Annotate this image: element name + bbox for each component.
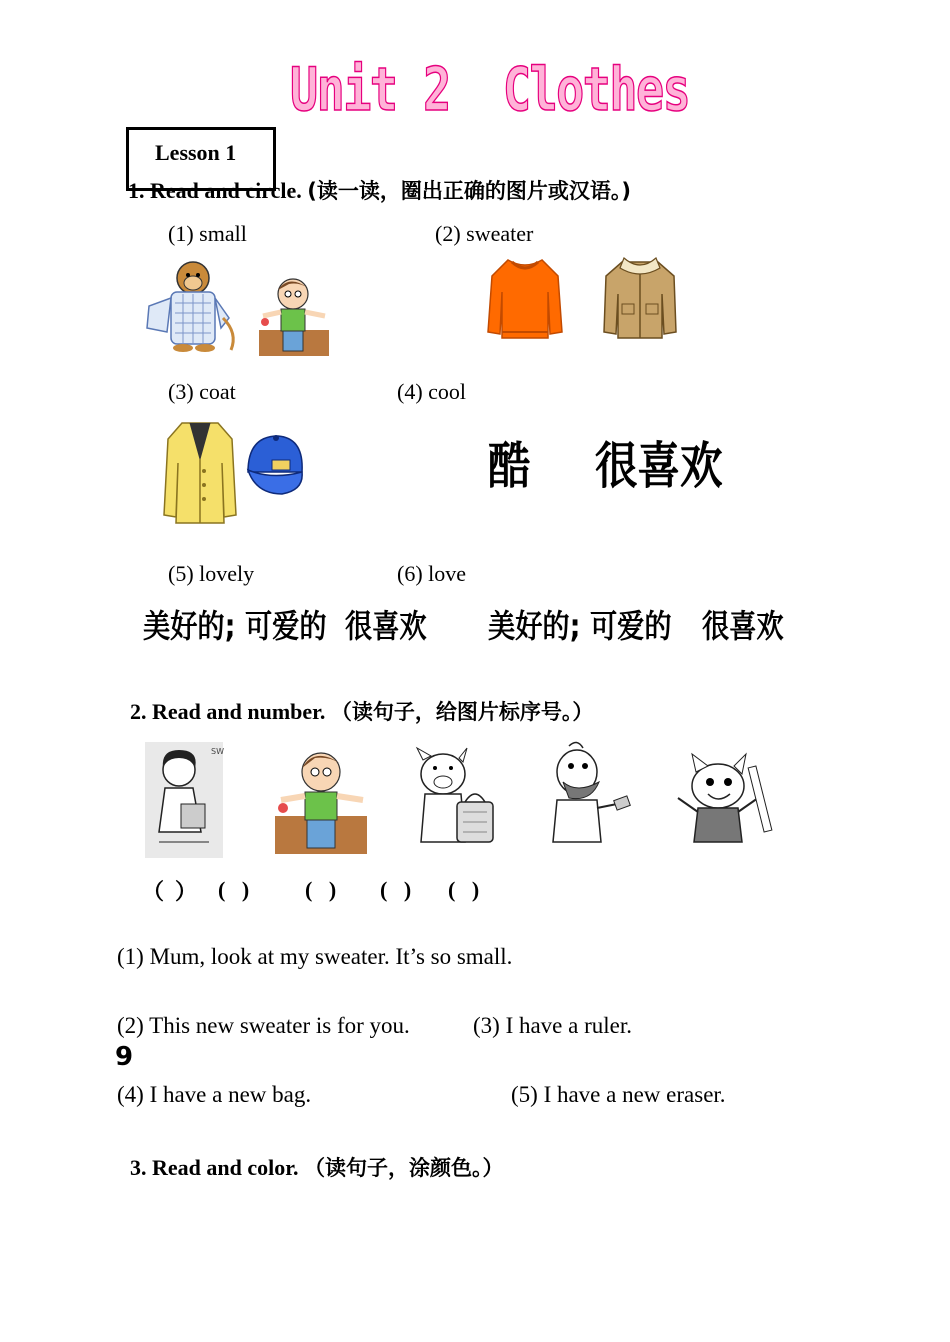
yellow-coat-picture[interactable] (162, 419, 238, 527)
section1-heading-cn: (读一读，圈出正确的图片或汉语。) (307, 179, 631, 203)
option-lovely-cn[interactable]: 美好的; 可爱的 (488, 607, 672, 645)
monkey-in-big-shirt-picture[interactable] (143, 258, 238, 353)
answer-blank-2[interactable]: ( ) (218, 877, 250, 902)
section3-heading-en: 3. Read and color. (130, 1155, 304, 1180)
sentence-5: (5) I have a new eraser. (511, 1082, 726, 1107)
section1-heading-en: 1. Read and circle. (128, 178, 308, 203)
section3-heading (130, 1152, 503, 1182)
option-cool-cn[interactable]: 酷 (488, 437, 531, 495)
cat-with-ruler-picture[interactable] (672, 752, 776, 844)
section2-heading-en: 2. Read and number. (130, 699, 331, 724)
page-title: Unit 2 Clothes (290, 55, 690, 125)
boy-sweater-picture[interactable] (275, 742, 367, 854)
item-6-label: (6) love (397, 561, 467, 586)
blue-cap-picture[interactable] (242, 432, 306, 498)
item-4-label: (4) cool (397, 379, 467, 404)
duck-with-eraser-picture[interactable] (539, 742, 635, 846)
section3-heading-cn: （读句子，涂颜色。） (303, 1156, 504, 1180)
pig-with-bag-picture[interactable] (407, 746, 499, 852)
answer-blank-1[interactable]: （ ） (142, 879, 198, 904)
sentence-3: (3) I have a ruler. (473, 1013, 633, 1038)
answer-blank-3[interactable]: ( ) (305, 877, 337, 902)
option-love-cn[interactable]: 很喜欢 (702, 607, 784, 645)
answer-blank-4[interactable]: ( ) (380, 877, 412, 902)
answer-blank-5[interactable]: ( ) (448, 877, 480, 902)
section1-heading (128, 175, 631, 205)
sentence-4: (4) I have a new bag. (117, 1082, 312, 1107)
svg-text:SW: SW (211, 747, 224, 756)
sentence-1: (1) Mum, look at my sweater. It’s so small. (117, 944, 513, 969)
item-1-label: (1) small (168, 221, 247, 246)
tan-jacket-picture[interactable] (602, 254, 678, 340)
item-5-label: (5) lovely (168, 561, 255, 586)
boy-picture[interactable] (259, 272, 329, 356)
page-number: 9 (115, 1042, 134, 1072)
item-2-label: (2) sweater (435, 221, 534, 246)
orange-sweater-picture[interactable] (486, 254, 564, 340)
option-love-cn[interactable]: 很喜欢 (595, 437, 723, 495)
option-lovely-cn[interactable]: 美好的; 可爱的 (143, 607, 327, 645)
section2-heading-cn: （读句子，给图片标序号。） (330, 700, 594, 724)
section2-heading (130, 696, 593, 726)
mum-picture[interactable] (145, 742, 223, 858)
item-3-label: (3) coat (168, 379, 236, 404)
option-love-cn[interactable]: 很喜欢 (345, 607, 427, 645)
sentence-2: (2) This new sweater is for you. (117, 1013, 410, 1038)
lesson-label: Lesson 1 (155, 140, 237, 165)
